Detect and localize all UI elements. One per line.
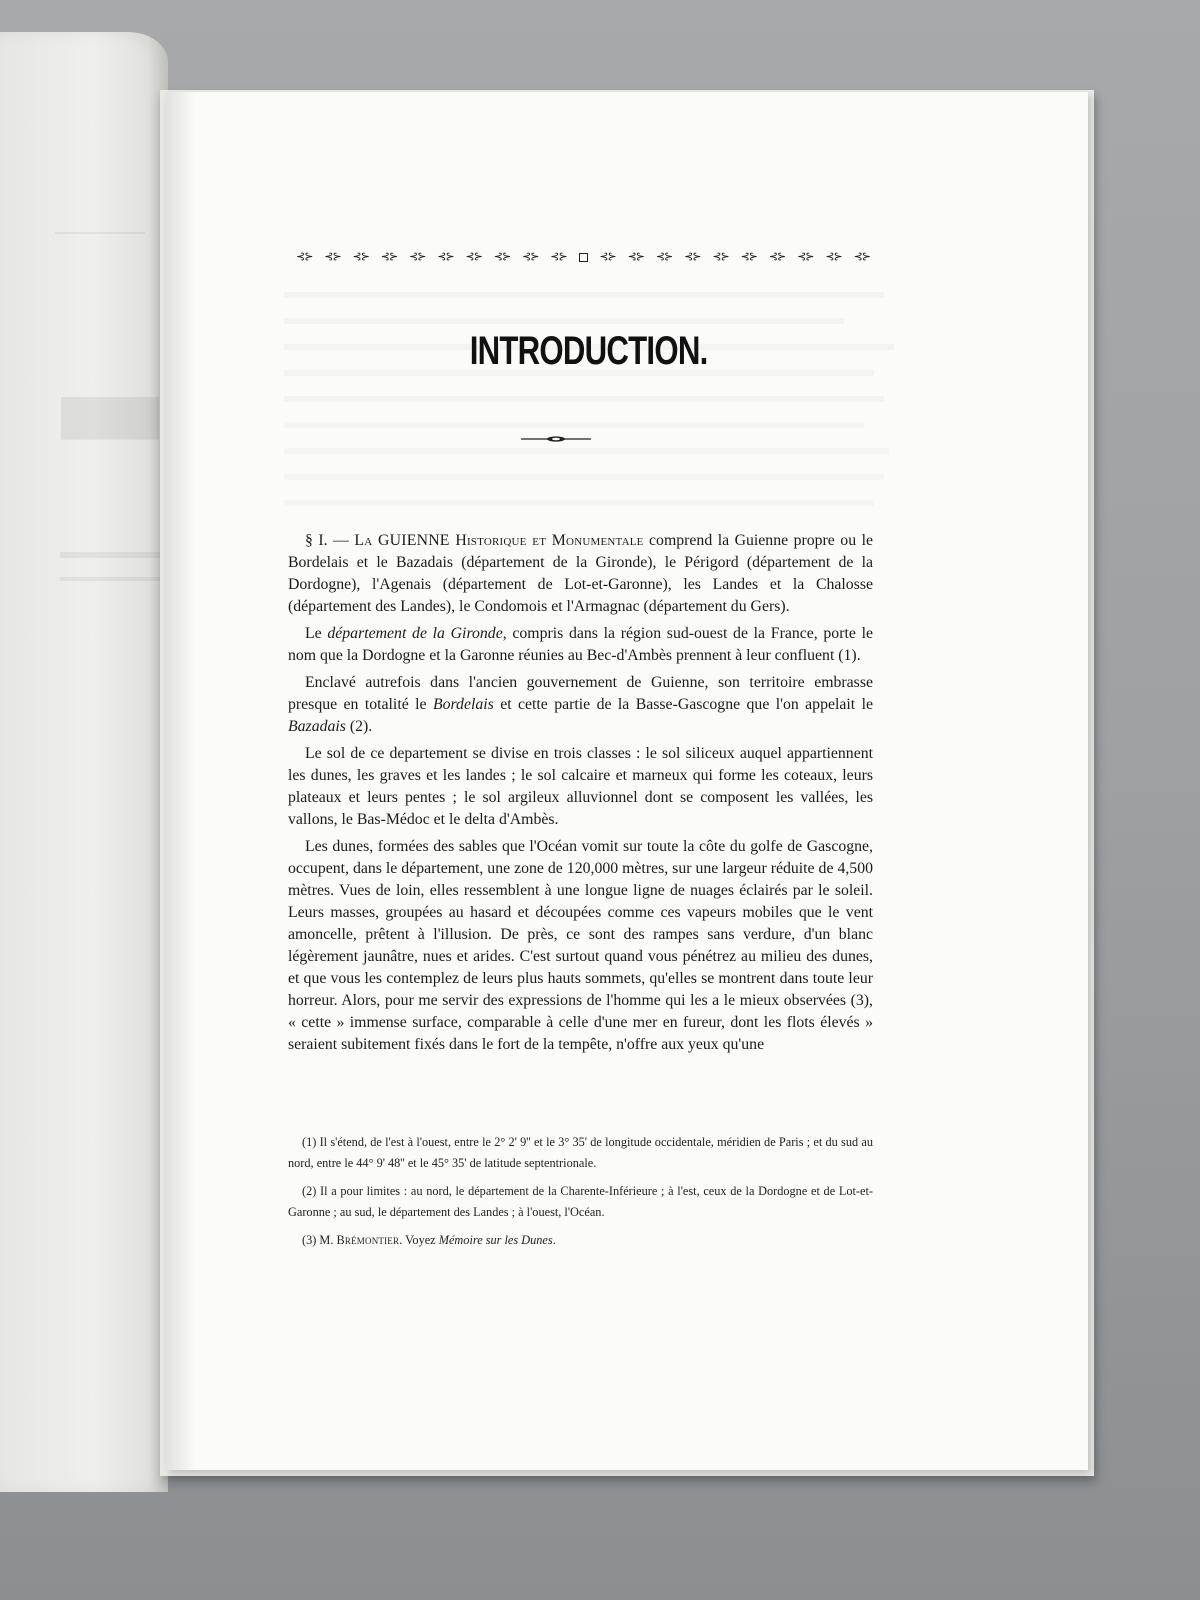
ornament-center-square xyxy=(579,253,588,262)
ornament-glyph: ⊰⊱ xyxy=(797,250,814,263)
ornamental-header-band xyxy=(296,250,870,264)
ornament-glyph: ⊰⊱ xyxy=(550,250,567,263)
ornament-glyph: ⊰⊱ xyxy=(493,250,511,263)
ornament-glyph: ⊰⊱ xyxy=(465,250,482,263)
introduction-body xyxy=(288,530,873,1061)
italic-term: Bazadais xyxy=(288,718,346,735)
paragraph-5: Les dunes, formées des sables que l'Océan vomit sur toute la côte du golfe de Gascogne, occupent, dans le département, une zone de 120,000 mètres, sur une largeur réduite de 4,500 mètres. Vues de loin, elles ressemblent à une longue ligne de nuages éclairés par le soleil. Leurs masses, groupées au hasard et découpées comme ces vapeurs mobiles que le vent amoncelle, prêtent à l'illusion. De près, ce sont des rampes sans verdure, d'un blanc légèrement jaunâtre, nues et arides. C'est surtout quand vous pénétrez au milieu des dunes, et que vous les contemplez de leurs plus hauts sommets, qu'elles se montrent dans toute leur horreur. Alors, pour me servir des expressions de l'homme qui les a le mieux observées (3), « cette » immense surface, comparable à celle d'une mer en fureur, dont les flots élevés » seraient subitement fixés dans le fort de la tempête, n'offre aux yeux qu'une xyxy=(288,838,873,1053)
paragraph-2: Le département de la Gironde, compris dans la région sud-ouest de la France, porte le nom que la Dordogne et la Garonne réunies au Bec-d'Ambès prennent à leur confluent (1). xyxy=(288,625,873,664)
bleed-through-left: ▇▇▇ xyxy=(62,393,161,438)
ornament-glyph: ⊰⊱ xyxy=(522,250,539,263)
footnote-2: (2) Il a pour limites : au nord, le département de la Charente-Inférieure ; à l'est, ceux de la Dordogne et de Lot-et-Garonne ; au sud, le département des Landes ; à l'ouest, l'Océan. xyxy=(288,1184,873,1219)
footnote-work-title: Mémoire sur les Dunes xyxy=(438,1233,553,1247)
ornament-glyph: ⊰⊱ xyxy=(409,250,426,263)
ornament-glyph: ⊰⊱ xyxy=(740,250,757,263)
paragraph-1 xyxy=(288,530,873,618)
footnote-1: (1) Il s'étend, de l'est à l'ouest, entre le 2° 2' 9'' et le 3° 35' de longitude occidentale, méridien de Paris ; et du sud au nord, entre le 44° 9' 48'' et le 45° 35' de latitude septentrionale. xyxy=(288,1135,873,1170)
ornament-glyph: ⊰⊱ xyxy=(324,250,341,263)
paragraph-3: Enclavé autrefois dans l'ancien gouvernement de Guienne, son territoire embrasse presque en totalité le Bordelais et cette partie de la Basse-Gascogne que l'on appelait le Bazadais (2). xyxy=(288,674,873,735)
section-marker: § I. — xyxy=(305,532,355,549)
ornament-glyph: ⊰⊱ xyxy=(599,250,616,263)
footnote-author: Brémontier xyxy=(336,1233,400,1247)
title-divider-flourish xyxy=(521,435,591,443)
footnotes xyxy=(288,1132,873,1258)
page-gutter-shadow xyxy=(166,92,196,1470)
ornament-glyph: ⊰⊱ xyxy=(296,250,313,263)
work-title-smallcaps: La GUIENNE Historique et Monumentale xyxy=(354,532,644,549)
ornament-glyph: ⊰⊱ xyxy=(853,250,870,263)
paragraph-1-text: comprend la Guienne propre ou le Bordelais et le Bazadais (département de la Gironde), le Périgord (département de la Dordogne), l'Agenais (département de Lot-et-Garonne), les Landes et la Chalosse (département des Landes), le Condomois et l'Armagnac (département du Gers). xyxy=(288,532,873,615)
ornament-glyph: ⊰⊱ xyxy=(437,250,454,263)
ornament-glyph: ⊰⊱ xyxy=(712,250,729,263)
italic-term: Bordelais xyxy=(432,696,494,713)
ornament-glyph: ⊰⊱ xyxy=(684,250,701,263)
ornament-glyph: ⊰⊱ xyxy=(768,250,786,263)
paragraph-4: Le sol de ce departement se divise en trois classes : le sol siliceux auquel appartiennent les dunes, les graves et les landes ; le sol calcaire et marneux qui forme les coteaux, leurs plateaux et leurs pentes ; le sol argileux alluvionnel dont se composent les vallées, les vallons, le Bas-Médoc et le delta d'Ambès. xyxy=(288,745,873,828)
ornament-glyph: ⊰⊱ xyxy=(825,250,842,263)
ornament-glyph: ⊰⊱ xyxy=(352,250,369,263)
ornament-glyph: ⊰⊱ xyxy=(627,250,644,263)
left-book-page xyxy=(0,32,168,1492)
page-title: INTRODUCTION. xyxy=(469,329,708,373)
italic-term: département de la Gironde xyxy=(327,625,503,642)
footnote-3: (3) M. Brémontier. Voyez Mémoire sur les Dunes. xyxy=(302,1233,556,1247)
right-book-page xyxy=(166,92,1088,1470)
ornament-glyph: ⊰⊱ xyxy=(655,250,673,263)
ornament-glyph: ⊰⊱ xyxy=(380,250,398,263)
